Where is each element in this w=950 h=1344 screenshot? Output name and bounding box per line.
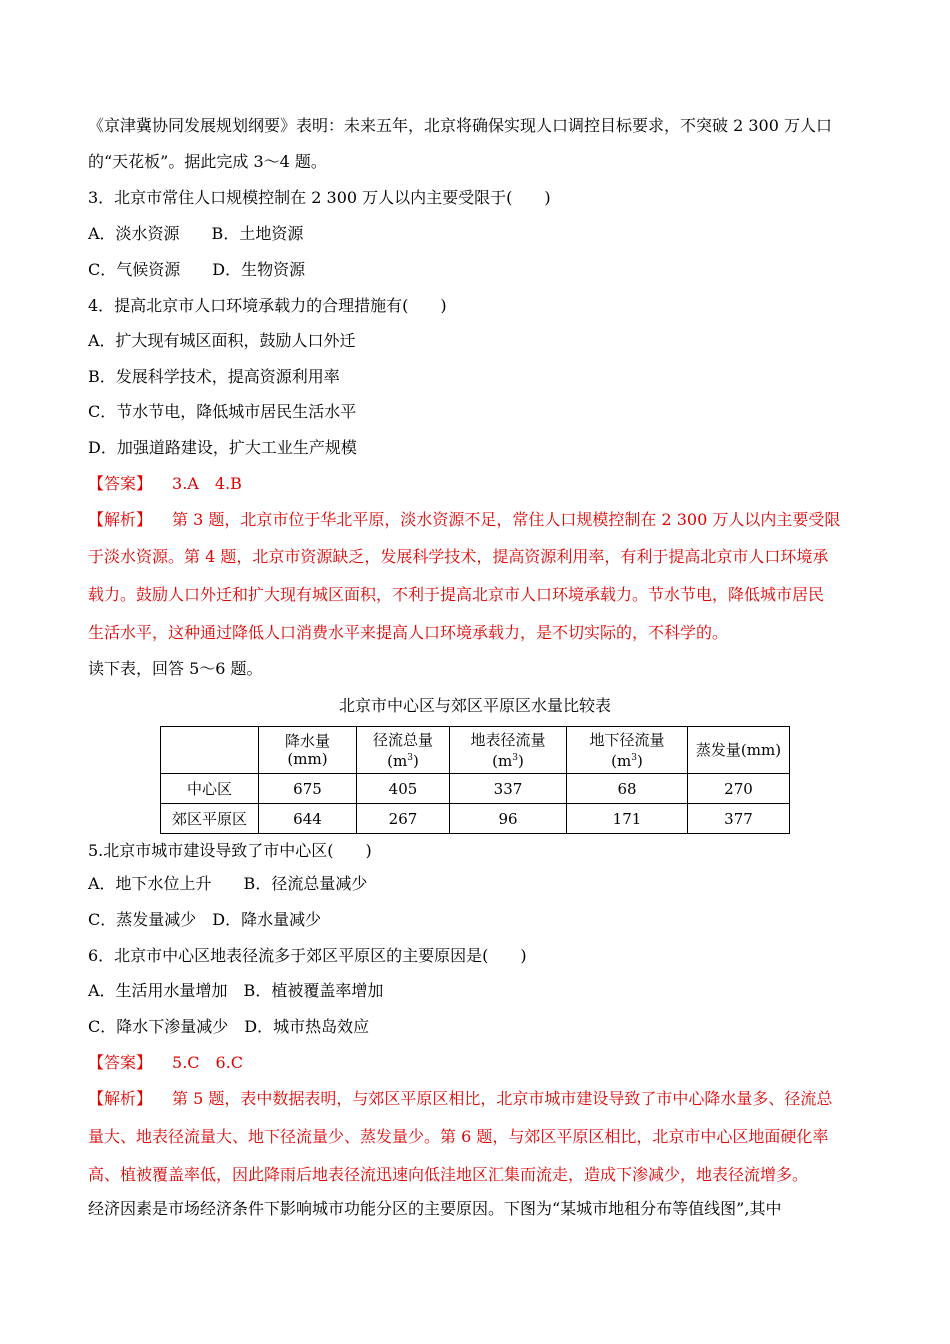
answer-1-text: 3.A 4.B xyxy=(172,474,242,493)
cell: 68 xyxy=(567,774,688,804)
row-name: 郊区平原区 xyxy=(161,804,259,834)
q4-option-a: A．扩大现有城区面积，鼓励人口外迁 xyxy=(88,331,356,350)
q5-stem: 5.北京市城市建设导致了市中心区( ) xyxy=(88,841,372,860)
analysis-1-text-1: 第 3 题，北京市位于华北平原，淡水资源不足，常住人口规模控制在 2 300 万人以内主要受限 xyxy=(172,510,841,529)
cell: 377 xyxy=(688,804,790,834)
table-row xyxy=(161,774,790,804)
cell: 270 xyxy=(688,774,790,804)
q6-options-cd: C．降水下渗量减少 D．城市热岛效应 xyxy=(88,1017,370,1036)
answer-1-label: 【答案】 xyxy=(88,474,153,493)
q6-options-ab: A．生活用水量增加 B．植被覆盖率增加 xyxy=(88,981,384,1000)
answer-1 xyxy=(88,473,242,495)
q4-option-b: B．发展科学技术，提高资源利用率 xyxy=(88,367,340,386)
q4-option-c: C．节水节电，降低城市居民生活水平 xyxy=(88,402,357,421)
header-evaporation: 蒸发量(mm) xyxy=(688,727,790,774)
read-table-instruction: 读下表，回答 5～6 题。 xyxy=(88,659,263,678)
answer-2-label: 【答案】 xyxy=(88,1053,153,1072)
analysis-1-line-4: 生活水平，这种通过降低人口消费水平来提高人口环境承载力，是不切实际的，不科学的。 xyxy=(88,623,729,642)
analysis-1-line-1 xyxy=(88,509,840,531)
cell: 171 xyxy=(567,804,688,834)
header-total-runoff: 径流总量 $(m^3)$ xyxy=(357,727,450,774)
cell: 675 xyxy=(259,774,357,804)
q5-options-ab: A．地下水位上升 B．径流总量减少 xyxy=(88,874,368,893)
intro-line-2: 的“天花板”。据此完成 3～4 题。 xyxy=(88,152,327,171)
analysis-1-line-3: 载力。鼓励人口外迁和扩大现有城区面积，不利于提高北京市人口环境承载力。节水节电，降低城市居民 xyxy=(88,585,825,604)
analysis-2-line-2: 量大、地表径流量大、地下径流量少、蒸发量少。第 6 题，与郊区平原区相比，北京市中心区地面硬化率 xyxy=(88,1127,829,1146)
q4-option-d: D．加强道路建设，扩大工业生产规模 xyxy=(88,438,357,457)
q4-stem: 4．提高北京市人口环境承载力的合理措施有( ) xyxy=(88,296,447,315)
header-surface-runoff: 地表径流量 $(m^3)$ xyxy=(450,727,567,774)
analysis-2-line-3: 高、植被覆盖率低，因此降雨后地表径流迅速向低洼地区汇集而流走，造成下渗减少，地表径流增多。 xyxy=(88,1165,809,1184)
table-row xyxy=(161,804,790,834)
cell: 644 xyxy=(259,804,357,834)
answer-2-text: 5.C 6.C xyxy=(172,1053,244,1072)
analysis-2-label: 【解析】 xyxy=(88,1089,153,1108)
q5-options-cd: C．蒸发量减少 D．降水量减少 xyxy=(88,910,322,929)
analysis-2-line-1 xyxy=(88,1088,832,1110)
analysis-1-line-2: 于淡水资源。第 4 题，北京市资源缺乏，发展科学技术，提高资源利用率，有利于提高北京市人口环境承 xyxy=(88,547,829,566)
header-empty xyxy=(161,727,259,774)
header-precipitation: 降水量 (mm) xyxy=(259,727,357,774)
q3-options-cd: C．气候资源 D．生物资源 xyxy=(88,260,306,279)
intro-line-1: 《京津冀协同发展规划纲要》表明：未来五年，北京将确保实现人口调控目标要求，不突破 2 300 万人口 xyxy=(88,116,832,135)
cell: 337 xyxy=(450,774,567,804)
table-header-row xyxy=(161,727,790,774)
cell: 405 xyxy=(357,774,450,804)
q3-stem: 3．北京市常住人口规模控制在 2 300 万人以内主要受限于( ) xyxy=(88,188,551,207)
analysis-1-label: 【解析】 xyxy=(88,510,153,529)
answer-2 xyxy=(88,1052,243,1074)
header-underground-runoff: 地下径流量 $(m^3)$ xyxy=(567,727,688,774)
table-caption: 北京市中心区与郊区平原区水量比较表 xyxy=(338,696,611,715)
q3-options-ab: A．淡水资源 B．土地资源 xyxy=(88,224,304,243)
water-comparison-table xyxy=(160,726,790,834)
q6-stem: 6．北京市中心区地表径流多于郊区平原区的主要原因是( ) xyxy=(88,946,527,965)
analysis-2-text-1: 第 5 题，表中数据表明，与郊区平原区相比，北京市城市建设导致了市中心降水量多、径流总 xyxy=(172,1089,833,1108)
final-paragraph-line: 经济因素是市场经济条件下影响城市功能分区的主要原因。下图为“某城市地租分布等值线图”,其中 xyxy=(88,1199,782,1218)
row-name: 中心区 xyxy=(161,774,259,804)
cell: 96 xyxy=(450,804,567,834)
cell: 267 xyxy=(357,804,450,834)
